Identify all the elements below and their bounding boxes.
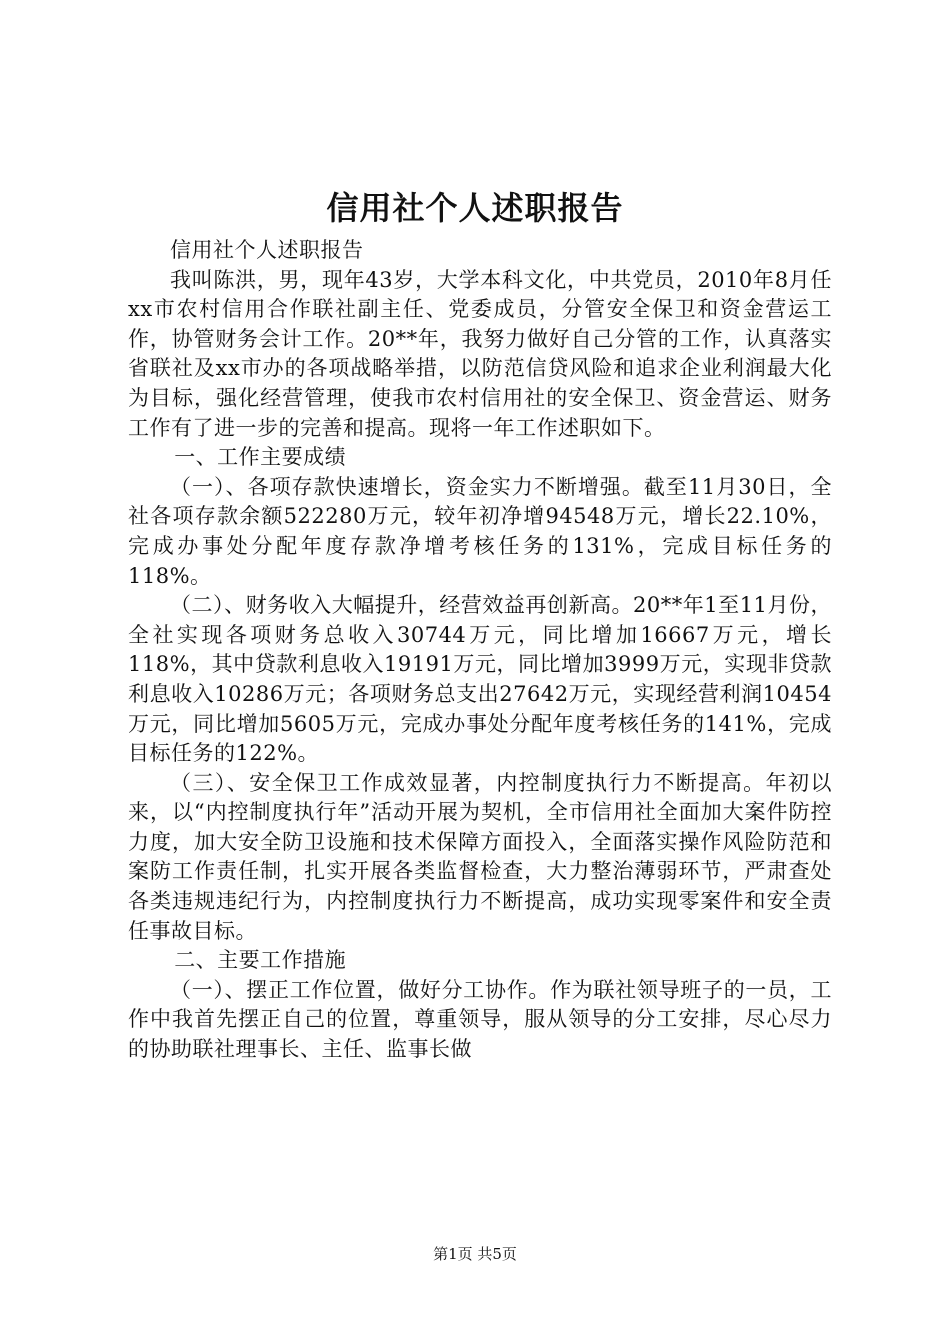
paragraph-deposits: （一）、各项存款快速增长，资金实力不断增强。截至11月30日，全社各项存款余额522280万元，较年初净增94548万元，增长22.10%，完成办事处分配年度存款净增考核任务的131%，完成目标任务的118%。 [128,474,832,588]
document-title: 信用社个人述职报告 [326,189,624,227]
paragraph-position: （一）、摆正工作位置，做好分工协作。作为联社领导班子的一员，工作中我首先摆正自己的位置，尊重领导，服从领导的分工安排，尽心尽力的协助联社理事长、主任、监事长做 [128,977,832,1062]
section-heading-measures: 二、主要工作措施 [174,948,347,973]
paragraph-intro: 我叫陈洪，男，现年43岁，大学本科文化，中共党员，2010年8月任xx市农村信用合作联社副主任、党委成员，分管安全保卫和资金营运工作，协管财务会计工作。20**年，我努力做好自己分管的工作，认真落实省联社及xx市办的各项战略举措，以防范信贷风险和追求企业利润最大化为目标，强化经营管理，使我市农村信用社的安全保卫、资金营运、财务工作有了进一步的完善和提高。现将一年工作述职如下。 [128,267,832,440]
section-heading-achievements: 一、工作主要成绩 [174,445,347,470]
page-footer: 第1页 共5页 [433,1245,517,1263]
paragraph-income: （二）、财务收入大幅提升，经营效益再创新高。20**年1至11月份，全社实现各项财务总收入30744万元，同比增加16667万元，增长118%，其中贷款利息收入19191万元，同比增加3999万元，实现非贷款利息收入10286万元；各项财务总支出27642万元，实现经营利润10454万元，同比增加5605万元，完成办事处分配年度考核任务的141%，完成目标任务的122%。 [128,593,832,766]
document-body [128,236,832,1065]
paragraph-subtitle: 信用社个人述职报告 [170,238,364,262]
paragraph-security: （三）、安全保卫工作成效显著，内控制度执行力不断提高。年初以来，以“内控制度执行年”活动开展为契机，全市信用社全面加大案件防控力度，加大安全防卫设施和技术保障方面投入，全面落实操作风险防范和案防工作责任制，扎实开展各类监督检查，大力整治薄弱环节，严肃查处各类违规违纪行为，内控制度执行力不断提高，成功实现零案件和安全责任事故目标。 [128,770,832,943]
